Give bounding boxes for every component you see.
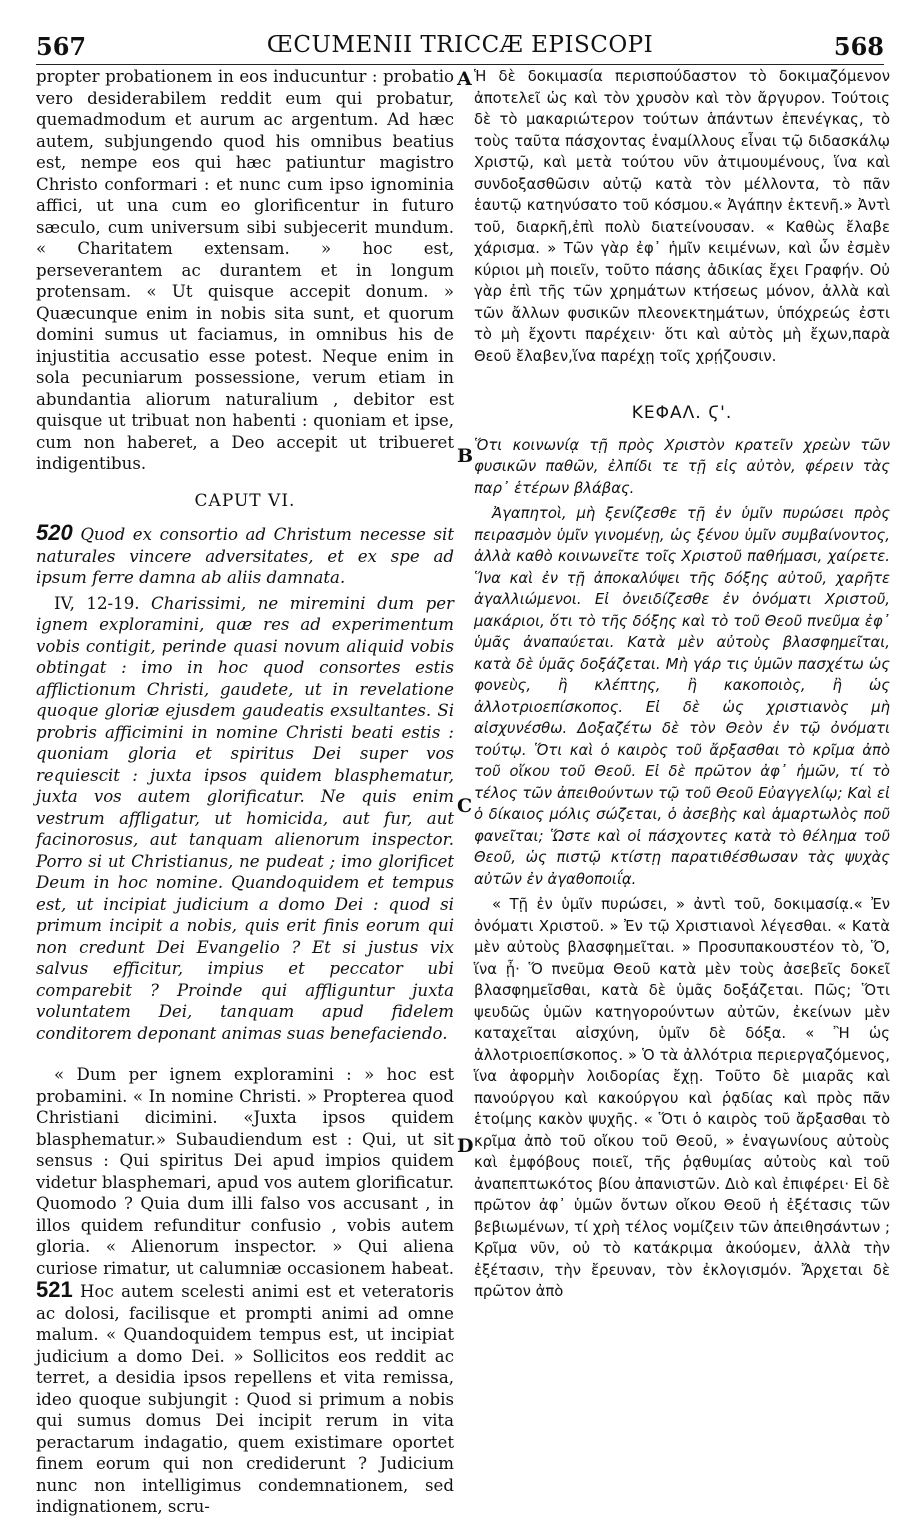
latin-commentary-1: « Dum per ignem exploramini : » hoc est probamini. « In nomine Christi. » Propterea quod Christiani dicimini. «Juxta ipsos quidem blasphematur.» Subaudiendum est : Qui, ut sit sensus : Qui spiritus Dei apud impios quidem videtur blasphemari, apud vos autem glorificatur. Quomodo ? Quia dum illi falso vos accusant , in illos quidem refunditur confusio , vobis autem gloria. « Alienorum inspector. » Qui aliena curiose rimatur, ut calumniæ occasionem habeat. (36, 1065, 454, 1278)
right-page-number: 568 (833, 32, 884, 61)
left-page-number: 567 (36, 32, 87, 61)
latin-scripture (36, 593, 454, 1045)
greek-commentary: « Τῇ ἐν ὑμῖν πυρώσει, » ἀντὶ τοῦ, δοκιμασίᾳ.« Ἐν ὀνόματι Χριστοῦ. » Ἐν τῷ Χριστιανοὶ λέγεσθαι. « Κατὰ μὲν αὐτοὺς βλασφημεῖται. » Προσυπακουστέον τὸ, Ὅ, ἵνα ᾖ· Ὅ πνεῦμα Θεοῦ κατὰ μὲν τοὺς ἀσεβεῖς δοκεῖ βλασφημεῖσθαι, κατὰ δὲ ὑμᾶς δοξάζεται. Πῶς; Ὅτι ψευδῶς ὑμῶν κατηγορούντων αὐτῶν, ἐκείνων μὲν καταχεῖται αἰσχύνη, ὑμῖν δὲ δόξα. « Ἢ ὡς ἀλλοτριοεπίσκοπος. » Ὁ τὰ ἀλλότρια περιεργαζόμενος, ἵνα ἀφορμὴν λοιδορίας ἔχῃ. Τοῦτο δὲ μιαρᾶς καὶ πανούργου καὶ κακούργου καὶ ῥᾳδίας καὶ πρὸς πᾶν ἑτοίμης κακὸν ψυχῆς. « Ὅτι ὁ καιρὸς τοῦ ἄρξασθαι τὸ κρῖμα ἀπὸ τοῦ οἴκου τοῦ Θεοῦ, » ἐναγωνίους αὐτοὺς καὶ ἐμφόβους ποιεῖ, τῆς ῥᾳθυμίας αὐτοὺς καὶ τοῦ ἀναπεπτωκότος βίου ἀπανιστῶν. Διὸ καὶ ἐπιφέρει· Εἰ δὲ πρῶτον ἀφ᾽ ὑμῶν ὄντων οἴκου Θεοῦ ἡ ἐξέτασις τῶν βεβιωμένων, τί χρὴ τέλος νομίζειν τῶν ἀπειθησάντων ; Κρῖμα νῦν, οὐ τὸ κατάκριμα ἀκούομεν, ἀλλὰ τὴν ἐξέτασιν, τὴν ἔρευναν, τὸν ἐκλογισμόν. Ἄρχεται δὲ πρῶτον ἀπὸ (474, 896, 890, 1300)
latin-column (36, 66, 454, 1518)
margin-letter-d: D (457, 1135, 474, 1157)
greek-chapter-heading: ΚΕΦΑΛ. Ϛ'. (631, 403, 733, 423)
latin-paragraph-1: propter probationem in eos inducuntur : probatio vero desiderabilem reddit eum qui probatur, quemadmodum et aurum ac argentum. Ad hæc autem, subjungendo quod his omnibus beatius est, nempe eos qui hæc patiuntur magistro Christo conformari : et nunc cum ipso ignominia affici, ut una cum eo glorificentur in futuro sæculo, cum universum sibi subjecerit mundum. « Charitatem extensam. » hoc est, perseverantem ac durantem et in longum protensam. « Ut quisque accepit donum. » Quæcunque enim in nobis sita sunt, et quorum domini sumus ut faciamus, in omnibus his de injustitia accusatio esse potest. Neque enim in sola pecuniarum possessione, verum etiam in abundantia aliorum naturalium , debitor est quisque ut tribuat non habenti : quoniam et ipse, cum non haberet, a Deo accepit ut tribueret indigentibus. (36, 67, 454, 473)
greek-scripture: Ἀγαπητοὶ, μὴ ξενίζεσθε τῇ ἐν ὑμῖν πυρώσει πρὸς πειρασμὸν ὑμῖν γινομένῃ, ὡς ξένου ὑμῖν συμβαίνοντος, ἀλλὰ καθὸ κοινωνεῖτε τοῖς Χριστοῦ παθήμασι, χαίρετε. Ἵνα καὶ ἐν τῇ ἀποκαλύψει τῆς δόξης αὐτοῦ, χαρῆτε ἀγαλλιώμενοι. Εἰ ὀνειδίζεσθε ἐν ὀνόματι Χριστοῦ, μακάριοι, ὅτι τὸ τῆς δόξης καὶ τὸ τοῦ Θεοῦ πνεῦμα ἐφ᾽ ὑμᾶς ἀναπαύεται. Κατὰ μὲν αὐτοὺς βλασφημεῖται, κατὰ δὲ ὑμᾶς δοξάζεται. Μὴ γάρ τις ὑμῶν πασχέτω ὡς φονεὺς, ἢ κλέπτης, ἢ κακοποιὸς, ἢ ὡς ἀλλοτριοεπίσκοπος. Εἰ δὲ ὡς χριστιανὸς μὴ αἰσχυνέσθω. Δοξαζέτω δὲ τὸν Θεὸν ἐν τῷ ὀνόματι τούτῳ. Ὅτι καὶ ὁ καιρὸς τοῦ ἄρξασθαι τὸ κρῖμα ἀπὸ τοῦ οἴκου τοῦ Θεοῦ. Εἰ δὲ πρῶτον ἀφ᾽ ἡμῶν, τί τὸ τέλος τῶν ἀπειθούντων τῷ τοῦ Θεοῦ Εὐαγγελίῳ; Καὶ εἰ ὁ δίκαιος μόλις σώζεται, ὁ ἀσεβὴς καὶ ἁμαρτωλὸς ποῦ φανεῖται; Ὥστε καὶ οἱ πάσχοντες κατὰ τὸ θέλημα τοῦ Θεοῦ, ὡς πιστῷ κτίστῃ παρατιθέσθωσαν τὰς ψυχὰς αὐτῶν ἐν ἀγαθοποιΐᾳ. (474, 505, 890, 888)
latin-scripture-text: Charissimi, ne miremini dum per ignem exploramini, quæ res ad experimentum vobis contigit, perinde quasi novum aliquid vobis obtingat : imo in hoc quod consortes estis afflictionum Christi, gaudete, ut in revelatione quoque gloriæ ejusdem gaudeatis exsultantes. Si probris afficimini in nomine Christi beati estis : quoniam gloria et spiritus Dei super vos requiescit : juxta ipsos quidem blasphematur, juxta vos autem glorificatur. Ne quis enim vestrum affligatur, ut homicida, aut fur, aut facinorosus, aut tanquam alienorum inspector. Porro si ut Christianus, ne pudeat ; imo glorificet Deum in hoc nomine. Quandoquidem et tempus est, ut incipiat judicium a domo Dei : quod si primum incipit a nobis, quis erit finis eorum qui non credunt Dei Evangelio ? Et si justus vix salvus efficitur, impius et peccator ubi comparebit ? Proinde qui affliguntur juxta voluntatem Dei, tanquam apud fidelem conditorem deponant animas suas benefaciendo. (36, 593, 454, 1043)
latin-summary-text: Quod ex consortio ad Christum necesse sit naturales vincere adversitates, et ex spe ad ipsum ferre damna ab aliis damnata. (36, 525, 454, 587)
scripture-reference: IV, 12-19. (54, 593, 140, 613)
margin-letter-a: A (457, 68, 472, 90)
column-number-521: 521 (36, 1277, 73, 1302)
latin-chapter-heading: CAPUT VI. (194, 490, 296, 511)
margin-letter-b: B (457, 445, 474, 467)
greek-column (474, 66, 890, 1303)
margin-letter-c: C (457, 795, 473, 817)
latin-commentary-2: Hoc autem scelesti animi est et veteratoris ac dolosi, facilisque et prompti animi ad omne malum. « Quandoquidem tempus est, ut incipiat judicium a domo Dei. » Sollicitos eos reddit ac terret, a desidia ipsos repellens et vita remissa, ideo quoque subjungit : Quod si primum a nobis qui sumus domus Dei incipit rerum in vita peractarum indagatio, quem existimare oportet finem eorum qui non crediderunt ? Judicium nunc non intelligimus condemnationem, sed indignationem, scru- (36, 1282, 454, 1516)
greek-paragraph-1: Ἡ δὲ δοκιμασία περισπούδαστον τὸ δοκιμαζόμενον ἀποτελεῖ ὡς καὶ τὸν χρυσὸν καὶ τὸν ἄργυρον. Τούτοις δὲ τὸ μακαριώτερον τούτων ἁπάντων ἐπενέγκας, τὸ τοὺς ταῦτα πάσχοντας ἐναμίλλους εἶναι τῷ διδασκάλῳ Χριστῷ, καὶ μετὰ τούτου νῦν ἀτιμουμένους, ἵνα καὶ συνδοξασθῶσιν αὐτῷ κατὰ τὸν μέλλοντα, τὸ πᾶν ἑαυτῷ κατηνύσατο τοῦ κόσμου.« Ἀγάπην ἐκτενῆ.» Ἀντὶ τοῦ, διαρκῆ,ἐπὶ πολὺ διατείνουσαν. « Καθὼς ἔλαβε χάρισμα. » Τῶν γὰρ ἐφ᾽ ἡμῖν κειμένων, καὶ ὧν ἐσμὲν κύριοι μὴ ποιεῖν, τοῦτο πάσης ἀδικίας ἔχει Γραφήν. Οὐ γὰρ ἐπὶ τῆς τῶν χρημάτων κτήσεως μόνον, ἀλλὰ καὶ τῶν ἄλλων φυσικῶν πλεονεκτημάτων, ὑπόχρεώς ἐστι τὸ μὴ ἔχοντι παρέχειν· ὅτι καὶ αὐτὸς μὴ ἔχων,παρὰ Θεοῦ ἔλαβεν,ἵνα παρέχῃ τοῖς χρῄζουσιν. (474, 68, 890, 365)
column-number-520: 520 (36, 520, 73, 545)
running-title: ŒCUMENII TRICCÆ EPISCOPI (266, 32, 654, 58)
page-header (36, 30, 884, 65)
latin-chapter-summary (36, 522, 454, 589)
latin-commentary (36, 1064, 454, 1518)
greek-chapter-summary: Ὅτι κοινωνίᾳ τῇ πρὸς Χριστὸν κρατεῖν χρεὼν τῶν φυσικῶν παθῶν, ἐλπίδι τε τῇ εἰς αὐτὸν, φέρειν τὰς παρ᾽ ἑτέρων βλάβας. (474, 436, 890, 497)
